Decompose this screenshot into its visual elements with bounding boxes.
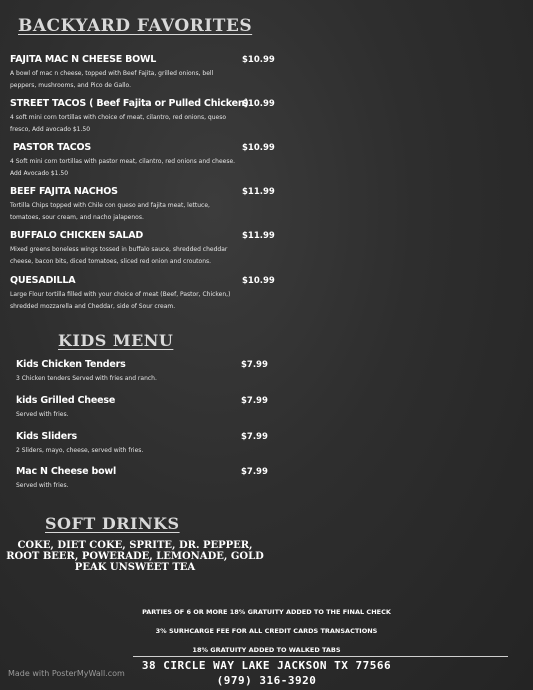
soft-drinks-title: SOFT DRINKS <box>45 514 180 533</box>
kids-menu-title: KIDS MENU <box>58 331 174 350</box>
item-description: 4 Soft mini corn tortillas with pastor meat, cilantro, red onions and cheese. Add Avocado $1.50 <box>10 158 236 177</box>
item-price: $10.99 <box>242 276 275 286</box>
item-name: BEEF FAJITA NACHOS <box>10 186 118 197</box>
item-description: Large Flour tortilla filled with your choice of meat (Beef, Pastor, Chicken,) shredded mozzarella and Cheddar, side of Sour cream. <box>10 291 231 310</box>
item-price: $7.99 <box>241 396 268 406</box>
watermark: Made with PosterMyWall.com <box>8 669 125 678</box>
item-price: $7.99 <box>241 360 268 370</box>
soft-drinks-list: COKE, DIET COKE, SPRITE, DR. PEPPER, ROOT BEER, POWERADE, LEMONADE, GOLD PEAK UNSWEET TEA <box>6 540 264 573</box>
item-name: kids Grilled Cheese <box>16 395 116 406</box>
backyard-favorites-title: BACKYARD FAVORITES <box>18 16 253 36</box>
item-name: Kids Chicken Tenders <box>16 359 126 370</box>
item-price: $10.99 <box>242 55 275 65</box>
item-name: QUESADILLA <box>10 275 76 286</box>
item-price: $10.99 <box>242 143 275 153</box>
item-description: 4 soft mini corn tortillas with choice of meat, cilantro, red onions, queso fresco, Add avocado $1.50 <box>10 114 226 133</box>
item-description: Mixed greens boneless wings tossed in buffalo sauce, shredded cheddar cheese, bacon bits, diced tomatoes, sliced red onion and croutons. <box>10 246 228 265</box>
address: 38 CIRCLE WAY LAKE JACKSON TX 77566 <box>141 659 392 672</box>
item-description: Served with fries. <box>16 411 69 418</box>
surcharge-note: 3% SURHCARGE FEE FOR ALL CREDIT CARDS TRANSACTIONS <box>155 627 378 635</box>
item-description: 3 Chicken tenders Served with fries and ranch. <box>16 375 157 382</box>
item-description: Served with fries. <box>16 482 69 489</box>
item-name: FAJITA MAC N CHEESE BOWL <box>10 54 157 65</box>
footer-divider <box>133 656 508 657</box>
item-name: BUFFALO CHICKEN SALAD <box>10 230 144 241</box>
item-name: PASTOR TACOS <box>13 142 92 153</box>
item-price: $11.99 <box>242 231 275 241</box>
gratuity-note: PARTIES OF 6 OR MORE 18% GRATUITY ADDED TO THE FINAL CHECK <box>142 608 391 616</box>
walked-tabs-note: 18% GRATUITY ADDED TO WALKED TABS <box>192 646 341 654</box>
item-name: Kids Sliders <box>16 431 77 442</box>
item-name: Mac N Cheese bowl <box>16 466 117 477</box>
item-description: 2 Sliders, mayo, cheese, served with fries. <box>16 447 144 454</box>
item-price: $7.99 <box>241 467 268 477</box>
item-description: A bowl of mac n cheese, topped with Beef Fajita, grilled onions, bell peppers, mushrooms, and Pico de Gallo. <box>10 70 214 89</box>
item-description: Tortilla Chips topped with Chile con queso and fajita meat, lettuce, tomatoes, sour cream, and nacho jalapenos. <box>10 202 210 221</box>
item-price: $11.99 <box>242 187 275 197</box>
item-price: $10.99 <box>242 99 275 109</box>
item-price: $7.99 <box>241 432 268 442</box>
item-name: STREET TACOS ( Beef Fajita or Pulled Chicken) <box>10 98 249 109</box>
phone: (979) 316-3920 <box>216 674 317 687</box>
